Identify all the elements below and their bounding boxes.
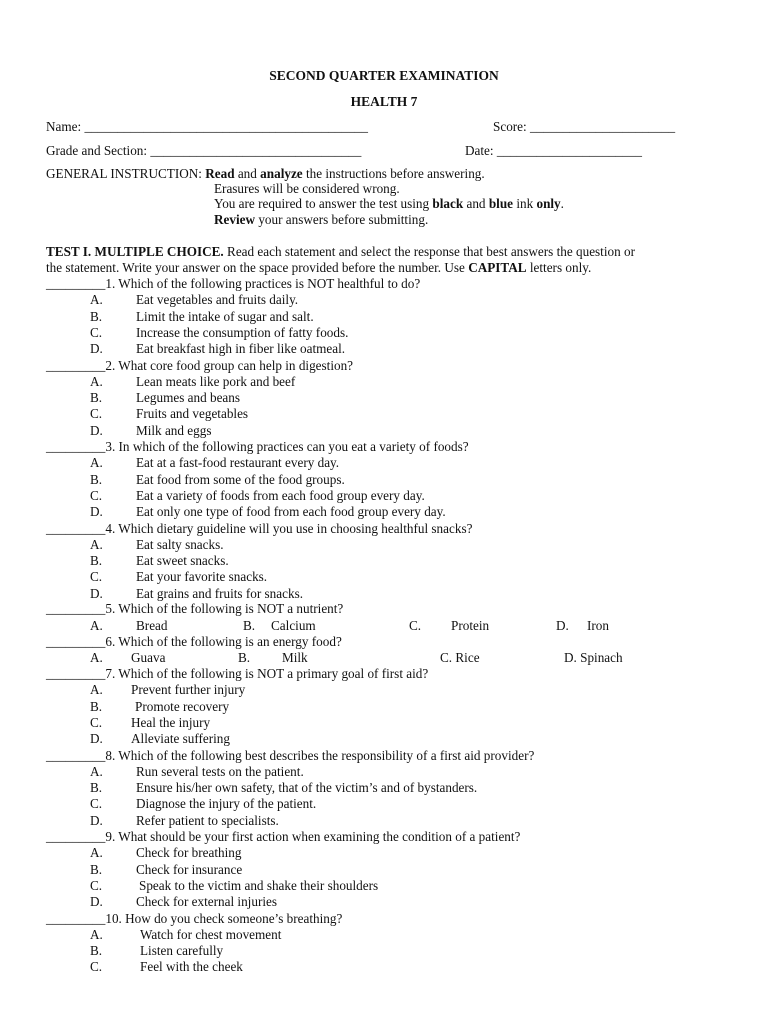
option-text: Watch for chest movement — [140, 926, 282, 942]
option-text: Eat vegetables and fruits daily. — [136, 292, 299, 308]
question-row — [46, 439, 469, 455]
answer-blank: _________ — [46, 601, 106, 616]
option-letter: A. — [90, 455, 103, 471]
instruction-bold-only: only — [536, 196, 561, 211]
option-letter: A. — [90, 373, 103, 389]
instruction-bold-read: Read — [205, 166, 235, 181]
option-letter: C. — [90, 877, 103, 893]
question-text: 6. Which of the following is an energy food? — [105, 634, 342, 649]
question-5 — [46, 601, 343, 617]
option-letter: B. — [90, 943, 103, 959]
option-text: Promote recovery — [135, 698, 230, 714]
question-row — [46, 748, 534, 764]
option-text: Alleviate suffering — [131, 731, 230, 747]
option-text: Refer patient to specialists. — [136, 812, 279, 828]
test1-intro-line-1 — [46, 244, 635, 260]
instruction-line-4 — [214, 212, 428, 228]
option-letter: D. — [90, 341, 103, 357]
option-text: Fruits and vegetables — [136, 406, 249, 422]
instruction-line-1 — [46, 166, 485, 182]
instruction-text: your answers before submitting. — [255, 212, 429, 227]
instruction-bold-blue: blue — [488, 196, 514, 211]
q5-option-a-letter: A. — [90, 618, 103, 633]
q6-option-d: D. Spinach — [564, 650, 623, 665]
option-letter: A. — [90, 926, 103, 942]
instruction-bold-black: black — [432, 196, 464, 211]
option-letter: C. — [90, 714, 103, 730]
option-text: Diagnose the injury of the patient. — [136, 796, 317, 812]
answer-blank: _________ — [46, 666, 106, 681]
option-text: Eat at a fast-food restaurant every day. — [136, 455, 340, 471]
option-text: Lean meats like pork and beef — [136, 373, 296, 389]
option-text: Eat food from some of the food groups. — [136, 471, 345, 487]
question-row — [46, 358, 353, 374]
q6-option-a-letter: A. — [90, 650, 103, 665]
q6-option-a: Guava — [131, 650, 166, 665]
option-letter: A. — [90, 536, 103, 552]
q5-option-b-letter: B. — [243, 618, 256, 633]
option-text: Speak to the victim and shake their shoulders — [139, 877, 379, 893]
question-text: 8. Which of the following best describes the responsibility of a first aid provider? — [105, 747, 535, 763]
option-text: Ensure his/her own safety, that of the victim’s and of bystanders. — [136, 780, 478, 796]
instruction-line-3 — [214, 196, 564, 212]
question-text: 1. Which of the following practices is NOT healthful to do? — [105, 276, 421, 291]
q5-option-d: Iron — [587, 618, 609, 633]
option-text: Heal the injury — [131, 714, 211, 730]
answer-blank: _________ — [46, 276, 106, 291]
question-row — [46, 521, 472, 537]
q5-option-b: Calcium — [271, 618, 316, 633]
question-text: 10. How do you check someone’s breathing? — [105, 910, 343, 926]
option-letter: B. — [90, 698, 103, 714]
score-field: Score: ______________________ — [493, 119, 676, 134]
instruction-text: ink — [513, 196, 537, 211]
option-text: Eat only one type of food from each food group every day. — [136, 504, 446, 520]
option-letter: C. — [90, 959, 103, 975]
option-letter: C. — [90, 487, 103, 503]
grade-section-field: Grade and Section: ________________________________ — [46, 143, 362, 158]
option-text: Eat grains and fruits for snacks. — [136, 585, 303, 601]
option-letter: B. — [90, 861, 103, 877]
answer-blank: _________ — [46, 829, 106, 844]
option-letter: C. — [90, 569, 103, 585]
q5-option-c-letter: C. — [409, 618, 422, 633]
option-letter: A. — [90, 845, 103, 861]
option-text: Check for external injuries — [136, 894, 277, 910]
option-letter: B. — [90, 471, 103, 487]
option-text: Prevent further injury — [131, 682, 246, 698]
option-letter: C. — [90, 796, 103, 812]
option-letter: A. — [90, 682, 103, 698]
option-letter: C. — [90, 324, 103, 340]
option-letter: D. — [90, 894, 103, 910]
option-text: Eat sweet snacks. — [136, 553, 229, 569]
option-text: Milk and eggs — [136, 422, 212, 438]
option-letter: B. — [90, 553, 103, 569]
test1-intro-text: Read each statement and select the response that best answers the question or — [223, 244, 635, 259]
question-text: 7. Which of the following is NOT a primary goal of first aid? — [105, 666, 429, 681]
test1-intro-capital: CAPITAL — [468, 260, 527, 275]
option-letter: D. — [90, 504, 103, 520]
question-text: 9. What should be your first action when examining the condition of a patient? — [105, 829, 521, 844]
option-letter: B. — [90, 390, 103, 406]
option-letter: C. — [90, 406, 103, 422]
option-text: Eat your favorite snacks. — [136, 569, 268, 585]
answer-blank: _________ — [46, 520, 106, 536]
question-6 — [46, 634, 342, 650]
option-letter: B. — [90, 780, 103, 796]
q5-option-c: Protein — [451, 618, 490, 633]
question-row — [46, 276, 420, 292]
test1-heading: TEST I. MULTIPLE CHOICE. — [46, 244, 224, 259]
question-row — [46, 911, 342, 927]
instruction-label: GENERAL INSTRUCTION: — [46, 166, 206, 181]
option-letter: D. — [90, 731, 103, 747]
answer-blank: _________ — [46, 634, 106, 649]
question-text: 3. In which of the following practices can you eat a variety of foods? — [105, 439, 469, 454]
test1-intro-text: the statement. Write your answer on the space provided before the number. Use — [46, 260, 469, 275]
option-text: Increase the consumption of fatty foods. — [136, 324, 349, 340]
option-text: Check for breathing — [136, 845, 242, 861]
answer-blank: _________ — [46, 439, 106, 454]
q5-option-a: Bread — [136, 618, 168, 633]
instruction-text: the instructions before answering. — [302, 166, 485, 181]
instruction-line-2: Erasures will be considered wrong. — [214, 181, 400, 196]
answer-blank: _________ — [46, 747, 106, 763]
exam-subject: HEALTH 7 — [350, 94, 418, 109]
instruction-bold-analyze: analyze — [260, 166, 303, 181]
option-text: Legumes and beans — [136, 390, 240, 406]
option-text: Eat breakfast high in fiber like oatmeal. — [136, 341, 346, 357]
name-field: Name: ___________________________________________ — [46, 119, 368, 134]
option-text: Listen carefully — [140, 943, 224, 959]
answer-blank: _________ — [46, 357, 106, 373]
question-text: 5. Which of the following is NOT a nutrient? — [105, 601, 344, 616]
test1-intro-line-2 — [46, 260, 591, 276]
option-letter: D. — [90, 422, 103, 438]
question-row — [46, 666, 428, 682]
instruction-text: You are required to answer the test using — [214, 196, 433, 211]
q6-option-b-letter: B. — [238, 650, 251, 665]
option-text: Check for insurance — [136, 861, 243, 877]
option-letter: A. — [90, 292, 103, 308]
option-text: Run several tests on the patient. — [136, 763, 304, 779]
q5-option-d-letter: D. — [556, 618, 569, 633]
option-letter: A. — [90, 763, 103, 779]
option-text: Eat salty snacks. — [136, 536, 224, 552]
option-letter: D. — [90, 585, 103, 601]
exam-title: SECOND QUARTER EXAMINATION — [269, 68, 499, 83]
date-field: Date: ______________________ — [465, 143, 642, 158]
question-text: 2. What core food group can help in digestion? — [105, 357, 354, 373]
instruction-text: . — [560, 196, 564, 211]
option-letter: B. — [90, 308, 103, 324]
instruction-text: and — [234, 166, 261, 181]
q6-option-b: Milk — [282, 650, 308, 665]
option-text: Feel with the cheek — [140, 959, 243, 975]
question-text: 4. Which dietary guideline will you use in choosing healthful snacks? — [105, 520, 473, 536]
instruction-bold-review: Review — [214, 212, 256, 227]
answer-blank: _________ — [46, 910, 106, 926]
option-text: Eat a variety of foods from each food group every day. — [136, 487, 425, 503]
q6-option-c: C. Rice — [440, 650, 480, 665]
option-text: Limit the intake of sugar and salt. — [136, 308, 314, 324]
instruction-text: and — [463, 196, 489, 211]
test1-intro-text: letters only. — [526, 260, 592, 275]
question-row — [46, 829, 520, 845]
option-letter: D. — [90, 812, 103, 828]
